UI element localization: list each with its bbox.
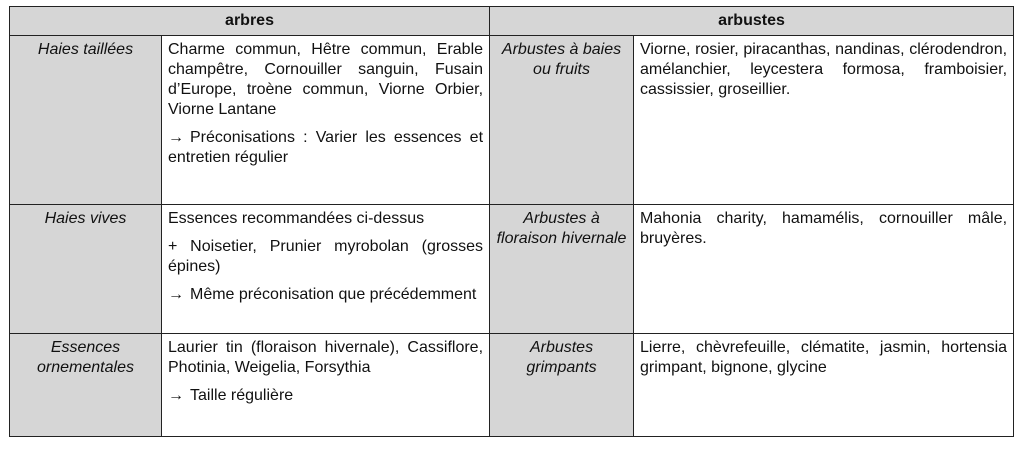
tree-addition: + Noisetier, Prunier myrobolan (grosses épines)	[168, 238, 484, 275]
tree-category: Haies taillées	[10, 36, 162, 205]
plants-table	[9, 6, 1014, 437]
header-shrubs: arbustes	[490, 7, 1014, 36]
arrow-right-icon: →	[168, 387, 184, 404]
table-row	[10, 205, 1014, 334]
shrub-species-cell	[634, 205, 1014, 334]
tree-note-line	[168, 285, 483, 305]
table-row	[10, 334, 1014, 437]
shrub-species: Mahonia charity, hamamélis, cornouiller mâle, bruyères.	[640, 210, 1008, 247]
shrub-category: Arbustes à baies ou fruits	[490, 36, 634, 205]
arrow-right-icon: →	[168, 129, 184, 146]
shrub-category: Arbustes grimpants	[490, 334, 634, 437]
tree-note: Taille régulière	[190, 387, 294, 404]
shrub-species: Viorne, rosier, piracanthas, nandinas, clérodendron, amélanchier, leycestera formosa, framboisier, cassissier, groseillier.	[640, 41, 1008, 98]
tree-note-line	[168, 386, 483, 406]
shrub-species-cell	[634, 334, 1014, 437]
tree-species: Essences recommandées ci-dessus	[168, 210, 425, 227]
tree-species-cell	[162, 334, 490, 437]
shrub-species: Lierre, chèvrefeuille, clématite, jasmin, hortensia grimpant, bignone, glycine	[640, 339, 1008, 376]
tree-species: Laurier tin (floraison hivernale), Cassiflore, Photinia, Weigelia, Forsythia	[168, 339, 484, 376]
tree-category: Haies vives	[10, 205, 162, 334]
table-row	[10, 36, 1014, 205]
tree-species-cell	[162, 205, 490, 334]
tree-species: Charme commun, Hêtre commun, Erable champêtre, Cornouiller sanguin, Fusain d’Europe, troène commun, Viorne Orbier, Viorne Lantane	[168, 41, 484, 118]
header-row	[10, 7, 1014, 36]
header-trees: arbres	[10, 7, 490, 36]
tree-note: Préconisations : Varier les essences et entretien régulier	[168, 129, 484, 166]
arrow-right-icon: →	[168, 286, 184, 303]
tree-note-line	[168, 128, 483, 168]
shrub-category: Arbustes à floraison hivernale	[490, 205, 634, 334]
shrub-species-cell	[634, 36, 1014, 205]
tree-species-cell	[162, 36, 490, 205]
tree-category: Essences ornementales	[10, 334, 162, 437]
tree-note: Même préconisation que précédemment	[190, 286, 477, 303]
